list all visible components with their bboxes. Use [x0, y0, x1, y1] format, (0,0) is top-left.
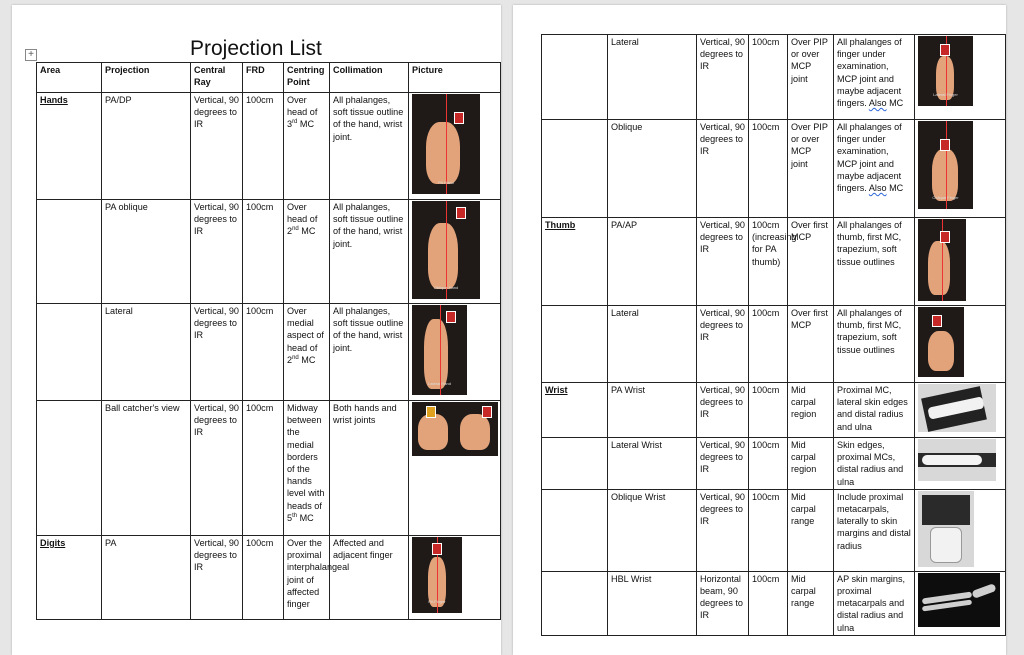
collimation-cell: Proximal MC, lateral skin edges and distal radius and ulna	[834, 383, 915, 438]
central-ray-cell: Vertical, 90 degrees to IR	[697, 438, 749, 490]
document-page-right	[513, 5, 1006, 655]
lateral-thumb-photo	[918, 307, 964, 377]
central-ray-cell: Vertical, 90 degrees to IR	[191, 401, 243, 536]
area-cell	[37, 200, 102, 304]
picture-cell	[915, 120, 1006, 218]
collimation-cell: Both hands and wrist joints	[330, 401, 409, 536]
collimation-cell: All phalanges of finger under examination, MCP joint and maybe adjacent fingers. Also MC	[834, 35, 915, 120]
centring-cell: Over head of 2nd MC	[284, 200, 330, 304]
area-cell: Hands	[37, 93, 102, 200]
picture-cell	[409, 93, 501, 200]
central-ray-cell: Vertical, 90 degrees to IR	[191, 536, 243, 620]
picture-cell	[409, 200, 501, 304]
oblique-wrist-photo	[918, 491, 974, 567]
area-cell	[37, 304, 102, 401]
area-cell	[542, 489, 608, 571]
header-centring-point: Centring Point	[284, 63, 330, 93]
centring-cell: Over first MCP	[788, 306, 834, 383]
central-ray-cell: Vertical, 90 degrees to IR	[697, 383, 749, 438]
oblique-hand-photo: Oblique Hand	[412, 201, 480, 299]
centring-cell: Over PIP or over MCP joint	[788, 120, 834, 218]
picture-cell	[409, 401, 501, 536]
central-ray-cell: Vertical, 90 degrees to IR	[191, 200, 243, 304]
centring-cell: Over the proximal interphalangeal joint of affected finger	[284, 536, 330, 620]
table-row	[542, 489, 1006, 571]
area-cell: Digits	[37, 536, 102, 620]
collimation-cell: AP skin margins, proximal metacarpals and distal radius and ulna	[834, 571, 915, 635]
projection-cell: Lateral Wrist	[608, 438, 697, 490]
central-ray-cell: Vertical, 90 degrees to IR	[697, 489, 749, 571]
frd-cell: 100cm	[243, 401, 284, 536]
projection-cell: PA	[102, 536, 191, 620]
table-row	[542, 438, 1006, 490]
table-row	[542, 35, 1006, 120]
projection-cell: Lateral	[608, 35, 697, 120]
projection-cell: Ball catcher's view	[102, 401, 191, 536]
document-page-left	[12, 5, 501, 655]
table-header-row	[37, 63, 501, 93]
table-row	[542, 306, 1006, 383]
collimation-cell[interactable]: Affected and adjacent finger	[330, 536, 409, 620]
centring-cell: Over head of 3rd MC	[284, 93, 330, 200]
centring-cell: Mid carpal range	[788, 489, 834, 571]
pa-wrist-photo	[918, 384, 996, 432]
projection-cell: HBL Wrist	[608, 571, 697, 635]
picture-cell	[915, 489, 1006, 571]
table-move-handle[interactable]: +	[25, 49, 37, 61]
centring-cell: Mid carpal region	[788, 383, 834, 438]
ball-catchers-photo	[412, 402, 498, 456]
central-ray-cell: Horizontal beam, 90 degrees to IR	[697, 571, 749, 635]
collimation-cell: All phalanges of thumb, first MC, trapezium, soft tissue outlines	[834, 218, 915, 306]
area-cell	[542, 306, 608, 383]
header-central-ray: Central Ray	[191, 63, 243, 93]
collimation-cell: Skin edges, proximal MCs, distal radius and ulna	[834, 438, 915, 490]
collimation-cell: All phalanges, soft tissue outline of the hand, wrist joint.	[330, 304, 409, 401]
centring-cell: Mid carpal region	[788, 438, 834, 490]
area-cell	[542, 438, 608, 490]
area-cell	[37, 401, 102, 536]
area-cell	[542, 571, 608, 635]
collimation-cell: All phalanges of finger under examination, MCP joint and maybe adjacent fingers. Also MC	[834, 120, 915, 218]
collimation-cell: All phalanges of thumb, first MC, trapezium, soft tissue outlines	[834, 306, 915, 383]
table-row	[542, 218, 1006, 306]
projection-cell: Oblique Wrist	[608, 489, 697, 571]
central-ray-cell: Vertical, 90 degrees to IR	[697, 35, 749, 120]
collimation-cell: All phalanges, soft tissue outline of the hand, wrist joint.	[330, 93, 409, 200]
lateral-wrist-photo	[918, 439, 996, 481]
picture-cell	[915, 35, 1006, 120]
pa-thumb-photo	[918, 219, 966, 301]
frd-cell: 100cm	[749, 489, 788, 571]
header-area: Area	[37, 63, 102, 93]
picture-cell	[409, 304, 501, 401]
projection-cell: Oblique	[608, 120, 697, 218]
projection-cell: PA/AP	[608, 218, 697, 306]
projection-cell: PA/DP	[102, 93, 191, 200]
frd-cell: 100cm	[243, 93, 284, 200]
frd-cell: 100cm	[243, 536, 284, 620]
frd-cell: 100cm	[749, 571, 788, 635]
area-cell: Wrist	[542, 383, 608, 438]
picture-cell	[915, 383, 1006, 438]
table-row	[37, 304, 501, 401]
area-cell	[542, 120, 608, 218]
table-row	[542, 120, 1006, 218]
central-ray-cell: Vertical, 90 degrees to IR	[191, 93, 243, 200]
picture-cell	[409, 536, 501, 620]
frd-cell: 100cm	[749, 383, 788, 438]
picture-cell	[915, 571, 1006, 635]
projection-table-left	[36, 62, 501, 620]
projection-cell: Lateral	[608, 306, 697, 383]
oblique-finger-photo: Oblique Finger	[918, 121, 973, 209]
header-picture: Picture	[409, 63, 501, 93]
table-row	[37, 536, 501, 620]
lateral-finger-photo: Lateral Finger	[918, 36, 973, 106]
collimation-cell: Include proximal metacarpals, laterally to skin margins and distal radius	[834, 489, 915, 571]
central-ray-cell: Vertical, 90 degrees to IR	[697, 120, 749, 218]
header-frd: FRD	[243, 63, 284, 93]
frd-cell: 100cm (increasing for PA thumb)	[749, 218, 788, 306]
pa-finger-photo: PA Finger	[412, 537, 462, 613]
frd-cell: 100cm	[243, 304, 284, 401]
collimation-cell: All phalanges, soft tissue outline of the hand, wrist joint.	[330, 200, 409, 304]
projection-cell: PA oblique	[102, 200, 191, 304]
lateral-hand-photo: Lateral Hand	[412, 305, 467, 395]
centring-cell: Over medial aspect of head of 2nd MC	[284, 304, 330, 401]
central-ray-cell: Vertical, 90 degrees to IR	[191, 304, 243, 401]
centring-cell: Over first MCP	[788, 218, 834, 306]
projection-cell: Lateral	[102, 304, 191, 401]
picture-cell	[915, 306, 1006, 383]
table-row	[37, 401, 501, 536]
frd-cell: 100cm	[243, 200, 284, 304]
document-title: Projection List	[190, 37, 322, 60]
table-row	[542, 571, 1006, 635]
picture-cell	[915, 218, 1006, 306]
frd-cell: 100cm	[749, 306, 788, 383]
header-collimation: Collimation	[330, 63, 409, 93]
table-row	[37, 93, 501, 200]
picture-cell	[915, 438, 1006, 490]
centring-cell: Midway between the medial borders of the hands level with heads of 5th MC	[284, 401, 330, 536]
projection-table-right	[541, 34, 1006, 636]
central-ray-cell: Vertical, 90 degrees to IR	[697, 218, 749, 306]
area-cell: Thumb	[542, 218, 608, 306]
central-ray-cell: Vertical, 90 degrees to IR	[697, 306, 749, 383]
table-row	[542, 383, 1006, 438]
hbl-wrist-xray	[918, 573, 1000, 627]
centring-cell: Mid carpal range	[788, 571, 834, 635]
centring-cell: Over PIP or over MCP joint	[788, 35, 834, 120]
pa-hand-photo: PA Hand	[412, 94, 480, 194]
projection-cell: PA Wrist	[608, 383, 697, 438]
header-projection: Projection	[102, 63, 191, 93]
area-cell	[542, 35, 608, 120]
frd-cell: 100cm	[749, 35, 788, 120]
frd-cell: 100cm	[749, 120, 788, 218]
frd-cell: 100cm	[749, 438, 788, 490]
table-row	[37, 200, 501, 304]
